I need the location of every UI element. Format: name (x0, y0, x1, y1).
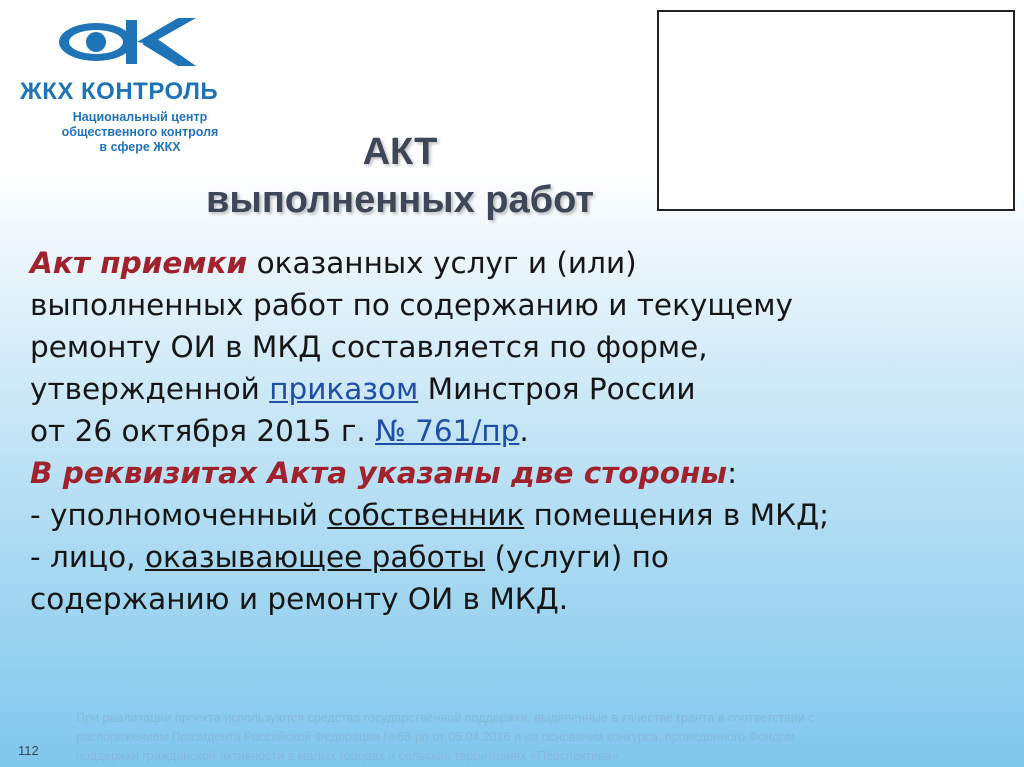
logo-subtitle-line: Национальный центр (72, 110, 208, 124)
body-text: Минстроя России (418, 372, 696, 406)
grant-footer (76, 709, 1016, 766)
footer-line: распоряжением Президента Российской Федерации №68-рп от 05.04.2016 и на основании конкурса, проведенного Фондом (76, 730, 795, 744)
order-number-link[interactable]: № 761/пр (375, 414, 520, 448)
body-line (30, 410, 1005, 452)
slide-title-line1: АКТ (362, 131, 438, 173)
footer-line: поддержки гражданской активности в малых городах и сельских территориях «Перспектива» (76, 749, 619, 763)
contractor-term: оказывающее работы (144, 540, 486, 574)
body-text: . (519, 414, 529, 448)
act-term: Акт приемки (30, 246, 248, 280)
image-placeholder-frame (657, 10, 1015, 211)
slide-title-line2: выполненных работ (206, 179, 594, 221)
body-line (30, 452, 1005, 494)
order-link[interactable]: приказом (269, 372, 419, 406)
footer-line: При реализации проекта используются средства государственной поддержки, выделенные в качестве гранта в соответствии с (76, 711, 815, 725)
page-number: 112 (18, 743, 39, 758)
body-line (30, 242, 1005, 284)
body-text: - уполномоченный (30, 498, 328, 532)
slide-body (30, 242, 1005, 620)
body-text: оказанных услуг и (или) (247, 246, 637, 280)
body-line: ремонту ОИ в МКД составляется по форме, (30, 330, 708, 364)
body-text: : (727, 456, 738, 490)
eye-k-logo-icon (56, 14, 216, 70)
requisites-heading: В реквизитах Акта указаны две стороны (30, 456, 728, 490)
list-item (30, 494, 1005, 536)
list-item-continuation: содержанию и ремонту ОИ в МКД. (30, 582, 569, 616)
owner-term: собственник (327, 498, 525, 532)
body-text: помещения в МКД; (524, 498, 830, 532)
body-line: выполненных работ по содержанию и текущему (30, 288, 793, 322)
body-line (30, 368, 1005, 410)
logo-subtitle-line: общественного контроля (61, 125, 219, 139)
logo-name: ЖКХ КОНТРОЛЬ (20, 78, 219, 105)
body-text: (услуги) по (485, 540, 669, 574)
body-text: утвержденной (30, 372, 270, 406)
logo-subtitle-line: в сфере ЖКХ (99, 140, 181, 154)
body-text: - лицо, (30, 540, 145, 574)
body-text: от 26 октября 2015 г. (30, 414, 376, 448)
slide-title (140, 128, 660, 224)
list-item (30, 536, 1005, 578)
